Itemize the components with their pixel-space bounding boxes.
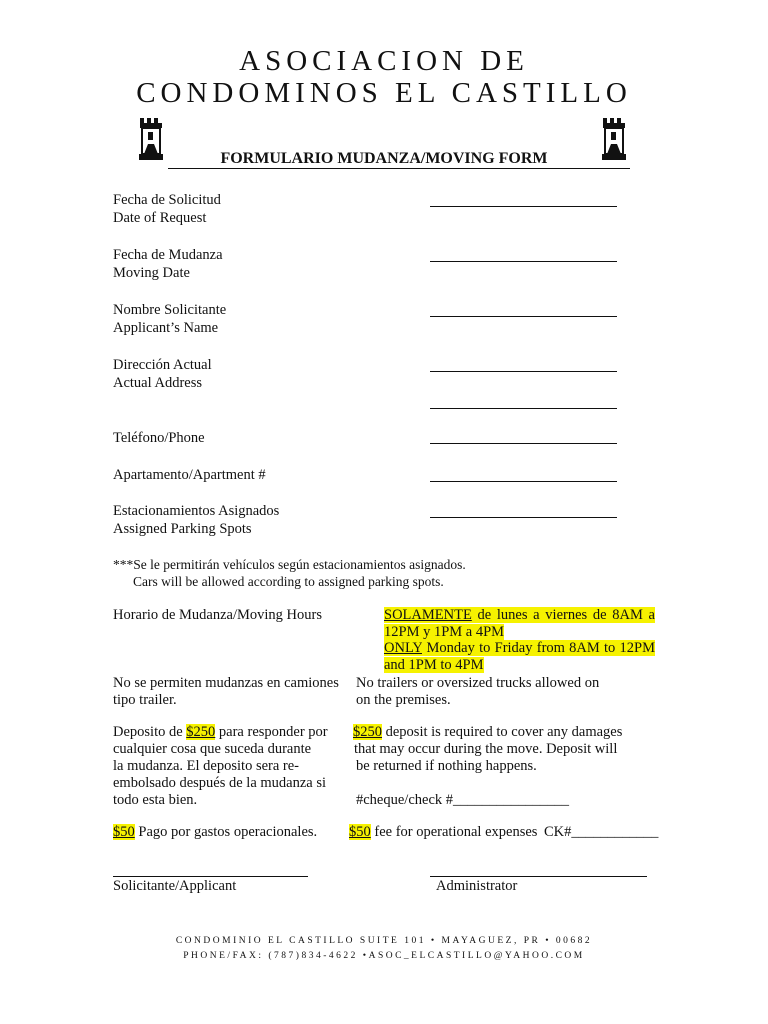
deposit-en-line3: be returned if nothing happens. xyxy=(356,758,537,774)
field-label-es-parking: Estacionamientos Asignados xyxy=(113,503,280,519)
request-date-blank[interactable] xyxy=(430,206,617,207)
fee-amount-en: $50 xyxy=(349,824,371,840)
address-blank-1[interactable] xyxy=(430,371,617,372)
parking-note-en: Cars will be allowed according to assigned parking spots. xyxy=(133,574,444,589)
deposit-amount-es: $250 xyxy=(186,724,216,740)
field-label-en-parking: Assigned Parking Spots xyxy=(113,521,252,537)
applicant-name-blank[interactable] xyxy=(430,316,617,317)
check-number-field[interactable]: #cheque/check #________________ xyxy=(356,792,570,808)
field-label-en-moving-date: Moving Date xyxy=(113,265,190,281)
fee-en: $50 fee for operational expenses xyxy=(349,824,538,840)
trailers-es-line1: No se permiten mudanzas en camiones xyxy=(113,675,339,691)
ck-number-field[interactable]: CK#____________ xyxy=(544,824,659,840)
solamente-highlight: SOLAMENTE xyxy=(384,607,472,623)
applicant-signature-label: Solicitante/Applicant xyxy=(113,878,237,894)
admin-signature-line[interactable] xyxy=(430,876,647,877)
address-blank-2[interactable] xyxy=(430,408,617,409)
parking-blank[interactable] xyxy=(430,517,617,518)
fee-amount-es: $50 xyxy=(113,824,135,840)
deposit-amount-en: $250 xyxy=(353,724,382,740)
deposit-es-line5: todo esta bien. xyxy=(113,792,198,808)
deposit-es-line1: Deposito de $250 para responder por xyxy=(113,724,328,740)
only-highlight: ONLY xyxy=(384,640,423,656)
applicant-signature-line[interactable] xyxy=(113,876,308,877)
field-label-es-moving-date: Fecha de Mudanza xyxy=(113,247,223,263)
parking-note-es: ***Se le permitirán vehículos según estacionamientos asignados. xyxy=(113,557,466,572)
phone-blank[interactable] xyxy=(430,443,617,444)
field-label-es-address: Dirección Actual xyxy=(113,357,212,373)
moving-date-blank[interactable] xyxy=(430,261,617,262)
field-label-en-address: Actual Address xyxy=(113,375,202,391)
association-title-line1: ASOCIACION DE xyxy=(239,45,529,77)
moving-hours-label: Horario de Mudanza/Moving Hours xyxy=(113,607,322,623)
apartment-blank[interactable] xyxy=(430,481,617,482)
admin-signature-label: Administrator xyxy=(436,878,518,894)
association-title-line2: CONDOMINOS EL CASTILLO xyxy=(136,77,632,109)
trailers-en-line1: No trailers or oversized trucks allowed on xyxy=(356,675,600,691)
trailers-en-line2: on the premises. xyxy=(356,692,451,708)
fee-es: $50 Pago por gastos operacionales. xyxy=(113,824,318,840)
deposit-es-line4: embolsado después de la mudanza si xyxy=(113,775,327,791)
title-underline xyxy=(168,168,630,169)
field-label-en-applicant-name: Applicant’s Name xyxy=(113,320,219,336)
deposit-en-line2: that may occur during the move. Deposit will xyxy=(354,741,618,757)
moving-hours-es-line2: 12PM y 1PM a 4PM xyxy=(384,624,505,640)
deposit-en-line1: $250 deposit is required to cover any damages xyxy=(353,724,623,740)
field-label-en-request-date: Date of Request xyxy=(113,210,207,226)
moving-hours-en-line1: ONLY Monday to Friday from 8AM to 12PM xyxy=(384,640,655,656)
field-label-apartment: Apartamento/Apartment # xyxy=(113,467,266,483)
deposit-es-line3: la mudanza. El deposito sera re- xyxy=(113,758,300,774)
footer-address: CONDOMINIO EL CASTILLO SUITE 101 • MAYAGUEZ, PR • 00682 xyxy=(175,936,593,946)
field-label-es-request-date: Fecha de Solicitud xyxy=(113,192,221,208)
field-label-phone: Teléfono/Phone xyxy=(113,430,205,446)
moving-hours-es-line1: SOLAMENTE de lunes a viernes de 8AM a xyxy=(384,607,655,623)
deposit-es-line2: cualquier cosa que suceda durante xyxy=(113,741,312,757)
moving-hours-en-line2: and 1PM to 4PM xyxy=(384,657,484,673)
trailers-es-line2: tipo trailer. xyxy=(113,692,177,708)
footer-contact: PHONE/FAX: (787)834-4622 •ASOC_ELCASTILLO@YAHOO.COM xyxy=(183,951,585,961)
field-label-es-applicant-name: Nombre Solicitante xyxy=(113,302,227,318)
form-title: FORMULARIO MUDANZA/MOVING FORM xyxy=(220,150,548,167)
